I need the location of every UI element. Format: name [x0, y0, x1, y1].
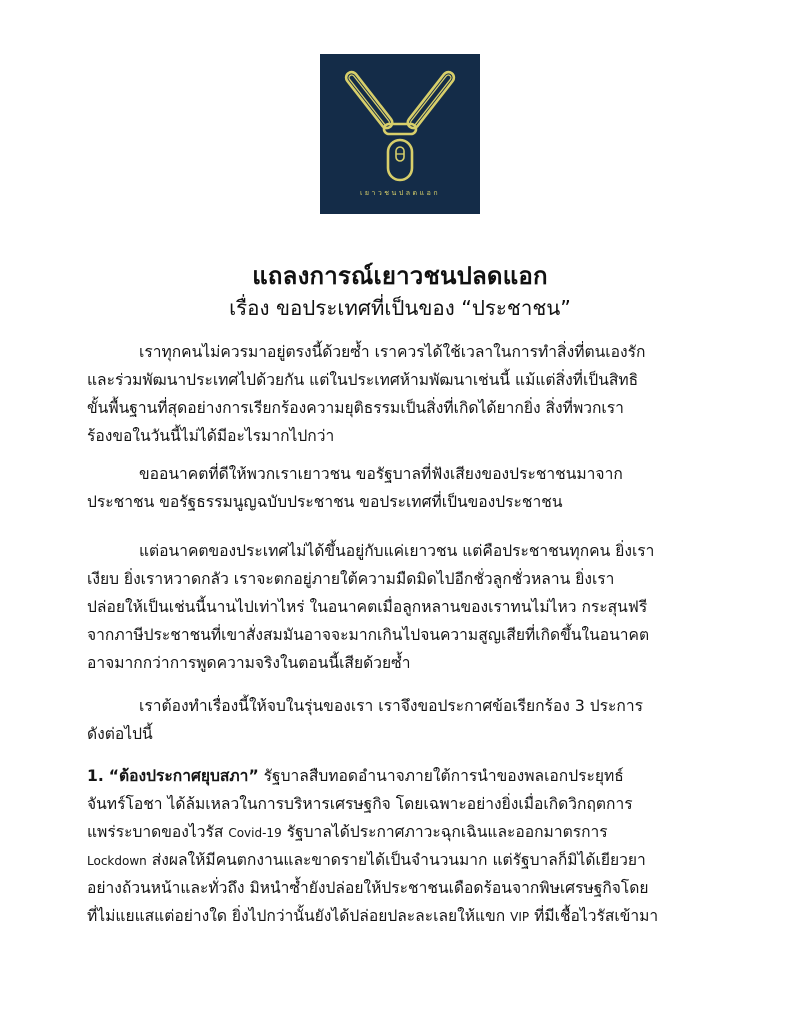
demand-text: แพร่ระบาดของไวรัส	[87, 823, 229, 841]
demand-text: ที่มีเชื้อไวรัสเข้ามา	[529, 907, 659, 925]
paragraph-line: ขออนาคตที่ดีให้พวกเราเยาวชน ขอรัฐบาลที่ฟังเสียงของประชาชนมาจาก	[139, 465, 623, 483]
paragraph-intro	[87, 338, 715, 450]
paragraph-line: เราทุกคนไม่ควรมาอยู่ตรงนี้ด้วยซ้ำ เราควรได้ใช้เวลาในการทำสิ่งที่ตนเองรัก	[139, 343, 646, 361]
demand-term: Covid-19	[228, 826, 282, 840]
paragraph-line: อย่างถ้วนหน้าและทั่วถึง มิหนำซ้ำยังปล่อยให้ประชาชนเดือดร้อนจากพิษเศรษฐกิจโดย	[87, 879, 649, 897]
demand-1-line-6	[87, 902, 715, 930]
demand-1-line-3	[87, 818, 715, 846]
demand-text: ที่ไม่แยแสแต่อย่างใด ยิ่งไปกว่านั้นยังได้ปล่อยปละละเลยให้แขก	[87, 907, 511, 925]
paragraph-future	[87, 537, 715, 677]
paragraph-line: และร่วมพัฒนาประเทศไปด้วยกัน แต่ในประเทศห้ามพัฒนาเช่นนี้ แม้แต่สิ่งที่เป็นสิทธิ	[87, 371, 639, 389]
paragraph-line: ร้องขอในวันนี้ไม่ได้มีอะไรมากไปกว่า	[87, 427, 335, 445]
logo-caption: เยาวชนปลดแอก	[359, 189, 441, 197]
demand-text: รัฐบาลได้ประกาศภาวะฉุกเฉินและออกมาตรการ	[281, 823, 608, 841]
demand-term: VIP	[510, 910, 530, 924]
paragraph-line: ปล่อยให้เป็นเช่นนี้นานไปเท่าไหร่ ในอนาคตเมื่อลูกหลานของเราทนไม่ไหว กระสุนฟรี	[87, 598, 648, 616]
demand-number: 1.	[87, 767, 104, 785]
paragraph-line: แต่อนาคตของประเทศไม่ได้ขึ้นอยู่กับแค่เยาวชน แต่คือประชาชนทุกคน ยิ่งเรา	[139, 542, 655, 560]
demand-heading: “ต้องประกาศยุบสภา”	[108, 767, 259, 785]
paragraph-line: เราต้องทำเรื่องนี้ให้จบในรุ่นของเรา เราจึงขอประกาศข้อเรียกร้อง 3 ประการ	[139, 697, 643, 715]
paragraph-line: ขั้นพื้นฐานที่สุดอย่างการเรียกร้องความยุติธรรมเป็นสิ่งที่เกิดได้ยากยิ่ง สิ่งที่พวกเรา	[87, 399, 624, 417]
paragraph-wishes	[87, 460, 715, 516]
document-title: แถลงการณ์เยาวชนปลดแอก	[252, 262, 548, 290]
demand-1	[87, 762, 715, 930]
paragraph-line: จากภาษีประชาชนที่เขาสั่งสมมันอาจจะมากเกินไปจนความสูญเสียที่เกิดขึ้นในอนาคต	[87, 626, 650, 644]
demand-term: Lockdown	[87, 854, 147, 868]
demand-text: ส่งผลให้มีคนตกงานและขาดรายได้เป็นจำนวนมาก แต่รัฐบาลก็มิได้เยียวยา	[146, 851, 646, 869]
paragraph-line: จันทร์โอชา ได้ล้มเหลวในการบริหารเศรษฐกิจ โดยเฉพาะอย่างยิ่งเมื่อเกิดวิกฤตการ	[87, 795, 633, 813]
paragraph-demands-intro	[87, 692, 715, 748]
paragraph-line: อาจมากกว่าการพูดความจริงในตอนนี้เสียด้วยซ้ำ	[87, 654, 411, 672]
document-subtitle: เรื่อง ขอประเทศที่เป็นของ “ประชาชน”	[229, 296, 571, 320]
paragraph-line: เงียบ ยิ่งเราหวาดกลัว เราจะตกอยู่ภายใต้ความมืดมิดไปอีกชั่วลูกชั่วหลาน ยิ่งเรา	[87, 570, 615, 588]
demand-1-line-1	[87, 762, 715, 790]
demand-1-line-4	[87, 846, 715, 874]
demand-text: รัฐบาลสืบทอดอำนาจภายใต้การนำของพลเอกประยุทธ์	[258, 767, 624, 785]
logo	[320, 54, 480, 214]
paragraph-line: ประชาชน ขอรัฐธรรมนูญฉบับประชาชน ขอประเทศที่เป็นของประชาชน	[87, 493, 563, 511]
paragraph-line: ดังต่อไปนี้	[87, 725, 153, 743]
